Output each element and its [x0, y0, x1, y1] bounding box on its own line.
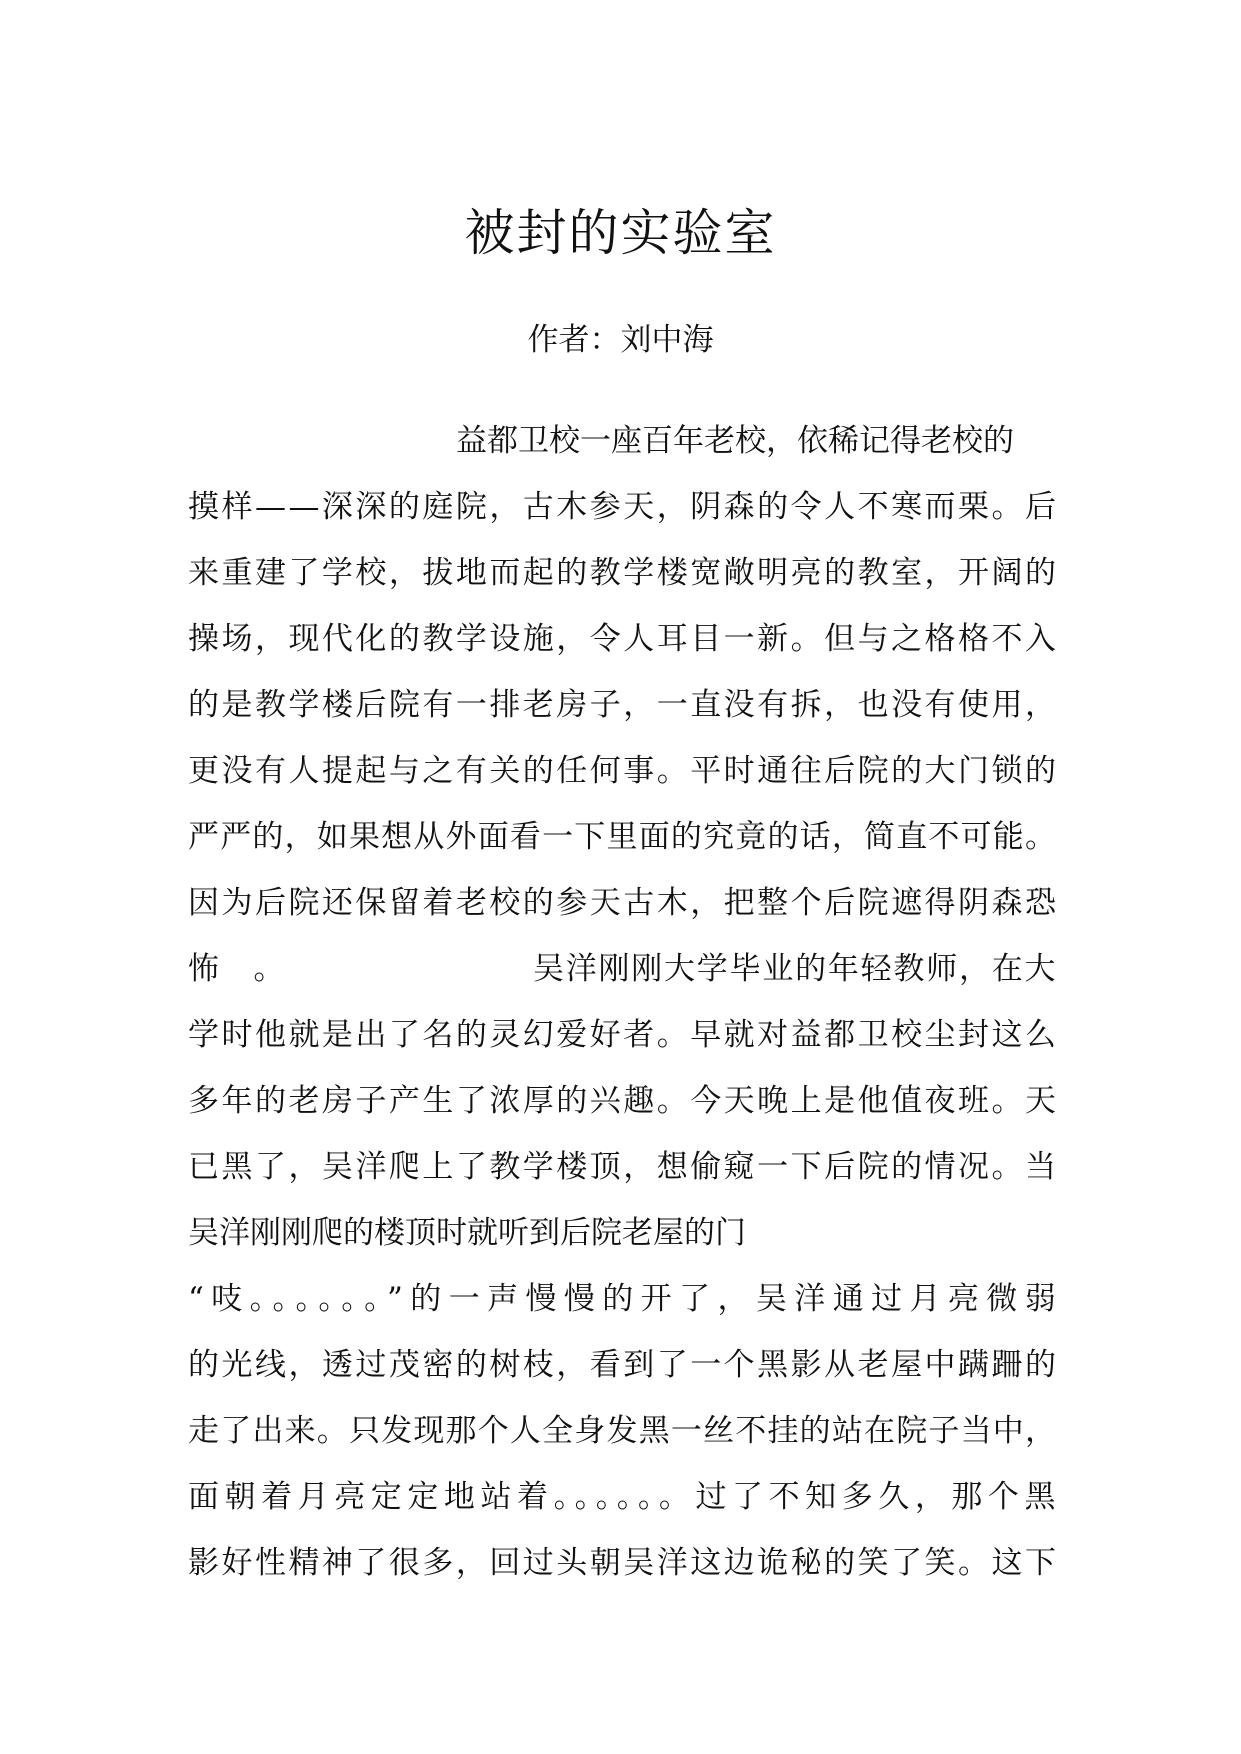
- body-line-text: 面朝着月亮定定地站着。。。。。。过了不知多久，那个黑: [188, 1479, 1062, 1515]
- body-line: [188, 1530, 1059, 1596]
- body-line-text: 影好性精神了很多，回过头朝吴洋这边诡秘的笑了笑。这下: [188, 1545, 1059, 1581]
- document-title: 被封的实验室: [464, 204, 777, 262]
- body-line-text: 因为后院还保留着老校的参天古木，把整个后院遮得阴森恐: [188, 885, 1059, 921]
- body-line: [188, 474, 1059, 540]
- body-line-text: 怖 。 吴洋刚刚大学毕业的年轻教师，在大: [188, 951, 1058, 987]
- body-line: [188, 606, 1059, 672]
- body-line: [188, 1464, 1062, 1530]
- body-line-text: 益都卫校一座百年老校，依稀记得老校的: [456, 423, 1014, 459]
- body-line: [188, 1332, 1059, 1398]
- body-line: [188, 738, 1059, 804]
- body-line-text: 多年的老房子产生了浓厚的兴趣。今天晚上是他值夜班。天: [188, 1083, 1059, 1119]
- body-line: [188, 1068, 1059, 1134]
- body-line: [188, 1398, 1056, 1464]
- body-line-text: 吴洋刚刚爬的楼顶时就听到后院老屋的门: [188, 1215, 746, 1251]
- body-line-text: 操场，现代化的教学设施，令人耳目一新。但与之格格不入: [188, 621, 1059, 657]
- body-line: [188, 672, 1059, 738]
- body-line: [188, 1200, 1056, 1266]
- body-line: [188, 870, 1059, 936]
- body-line-text: 来重建了学校，拔地而起的教学楼宽敞明亮的教室，开阔的: [188, 555, 1059, 591]
- body-line-text: 严严的，如果想从外面看一下里面的究竟的话，简直不可能。: [188, 819, 1058, 855]
- body-line: [188, 1002, 1059, 1068]
- body-line: [188, 1266, 1064, 1332]
- body-line: [188, 408, 1056, 474]
- author-line: 作者：刘中海: [527, 322, 714, 358]
- body-line-text: 走了出来。只发现那个人全身发黑一丝不挂的站在院子当中，: [188, 1413, 1058, 1449]
- body-line-text: 学时他就是出了名的灵幻爱好者。早就对益都卫校尘封这么: [188, 1017, 1059, 1053]
- body-line-text: 的是教学楼后院有一排老房子，一直没有拆，也没有使用，: [188, 687, 1059, 723]
- body-line-text: “吱。。。。。。”的一声慢慢的开了，吴洋通过月亮微弱: [188, 1281, 1064, 1317]
- body-line: [188, 936, 1056, 1002]
- body-line-text: 的光线，透过茂密的树枝，看到了一个黑影从老屋中蹒跚的: [188, 1347, 1059, 1383]
- body-line: [188, 540, 1059, 606]
- body-line: [188, 1134, 1059, 1200]
- body-line: [188, 804, 1056, 870]
- body-line-text: 已黑了，吴洋爬上了教学楼顶，想偷窥一下后院的情况。当: [188, 1149, 1059, 1185]
- body-line-text: 更没有人提起与之有关的任何事。平时通往后院的大门锁的: [188, 753, 1059, 789]
- document-body: [188, 408, 1064, 1596]
- body-line-text: 摸样——深深的庭院，古木参天，阴森的令人不寒而栗。后: [188, 489, 1059, 525]
